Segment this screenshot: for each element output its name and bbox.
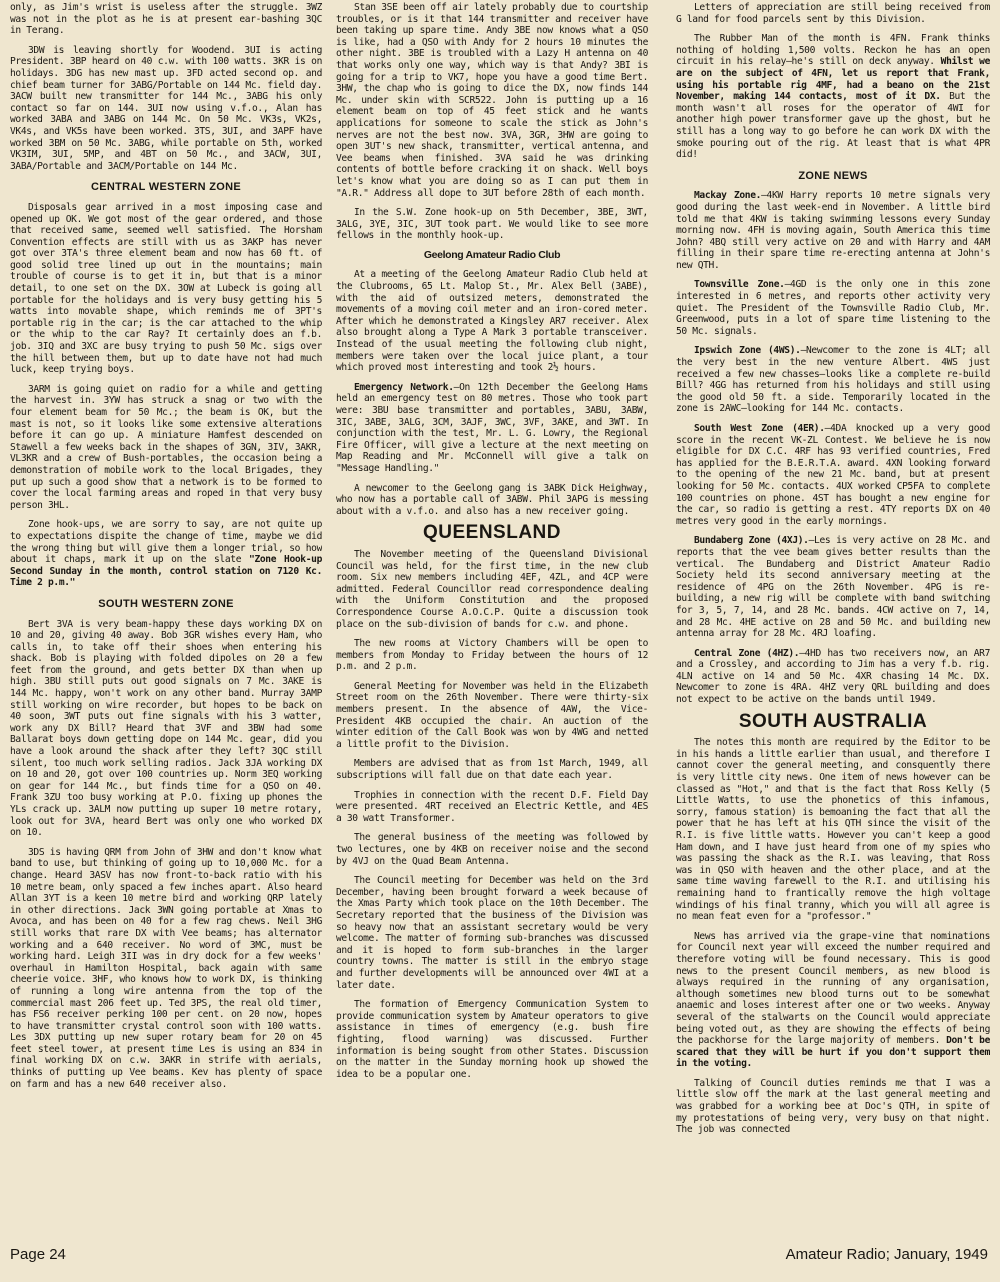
paragraph: At a meeting of the Geelong Amateur Radio Club held at the Clubrooms, 65 Lt. Malop St., Mr. Alex Bell (3ABE), with the aid of outsized meters, demonstrated the movements of a moving coil meter and an iron-cored meter. After which he demonstrated a Kingsley AR7 receiver. Alex also brought along a Type A Mark 3 portable transceiver. Instead of the usual meeting the following club night, members were taken over the local juice plant, a tour which proved most interesting and took 2½ hours. xyxy=(336,269,648,374)
section-heading-south-australia: SOUTH AUSTRALIA xyxy=(738,710,928,732)
paragraph: 3DS is having QRM from John of 3HW and don't know what band to use, but thinking of going up to 10,000 Mc. for a change. Heard 3ASV has now front-to-back ratio with his 10 metre beam, only spaced a few inches apart. Also heard Allan 3YT is a keen 10 metre bird and working QRP lately in other directions. Jack 3WN going portable at Xmas to Avoca, and has been on 40 for a few rag chews. Neil 3HG still works that rare DX with Vee beams; has alternator working and a 640 receiver. No word of 3MC, must be working hard. Leigh 3II was in dry dock for a few weeks' overhaul in Hamilton Hospital, back again with same cheerie voice. 3HF, who knows how to work DX, is thinking of running a long wire antenna from the top of the commercial mast 206 feet up. Ted 3PS, the real old timer, has FS6 receiver perking 100 per cent. on 20 now, hopes to have transmitter crystal control soon with 100 watts. Les 3DX putting up new super rotary beam for 20 on 45 feet steel tower, at present time Les is using an 834 in final working DX on c.w. 3AKR in strife with aerials, thinks of putting up Vee beams. Kev has plenty of space on farm and has a new 640 receiver also. xyxy=(10,846,322,1090)
text: —4GD is the only one in this zone interested in 6 metres, and reports other activity very quiet. The President of the Townsville Radio Club, Mr. Greenwood, puts in a lot of spare time listening to the 50 Mc. signals. xyxy=(676,279,990,337)
zone-paragraph xyxy=(676,190,990,271)
text: —Newcomer to the zone is 4LT; all the very best in the new venture Albert. 4WS just received a few new chasses—looks like a complete re-build Bill? 4GG has returned from his holidays and still using the good old 50 ft. a side. Temporarily located in the zone is 2AWC—looking for 144 Mc. contacts. xyxy=(676,345,990,415)
text: Zone hook-ups, we are sorry to say, are not quite up to expectations dispite the change of time, maybe we did the wrong thing but will give them a longer trial, so how about it chaps, mark it up on the slate xyxy=(10,519,322,566)
paragraph: The formation of Emergency Communication System to provide communication system by Amateur operators to give assistance in times of emergency (e.g. bush fire fighting, flood warning) was discussed. Further information is being sought from other States. Discussion on the matter in the Sunday morning hook up showed the idea to be a popular one. xyxy=(336,999,648,1080)
text: —4HD has two receivers now, an AR7 and a Crossley, and according to Jim has a very f.b. rig. 4LN active on 14 and 50 Mc. 4XR chasing 14 Mc. DX. Newcomer to zone is 4RA. 4HZ very QRL building and does not expect to be active on the bands until 1949. xyxy=(676,647,990,706)
paragraph: The Council meeting for December was held on the 3rd December, having been brought forward a week because of the Xmas Party which took place on the 10th December. The Secretary reported that the business of the Division was so heavy now that an assistant secretary would be very welcome. The matter of forming sub-branches was discussed and it is hoped to form sub-branches in the larger country towns. The matter is still in the embryo stage and further developments will be announced over 4WI at a later date. xyxy=(336,875,648,991)
text: The Rubber Man of the month is 4FN. Frank thinks nothing of holding 1,500 volts. Reckon he has an open circuit in his relay—he's still on deck anyway. xyxy=(676,33,990,68)
paragraph: Trophies in connection with the recent D.F. Field Day were presented. 4RT received an Electric Kettle, and 4ES a 30 watt Transformer. xyxy=(336,789,648,824)
text: —4DA knocked up a very good score in the recent VK-ZL Contest. We believe he is now eligible for DX C.C. 4RF has 93 verified countries, Fred has applied for the B.E.R.T.A. award. 4XN looking forward to the opening of the new 21 Mc. band, but at present looking for 50 Mc. contacts. 4UX worked CP5FA to complete 100 countries on phone. 4ST has bought a new engine for the car, so radio is getting a rest. 4TY reports DX on 40 metres very good in the early mornings. xyxy=(676,423,990,527)
paragraph: Talking of Council duties reminds me that I was a little slow off the mark at the last general meeting and was grabbed for a working bee at Doc's QTH, in spite of my protestations of being very, very busy on that night. The job was connected xyxy=(676,1077,990,1136)
bold-text: Don't be scared that they will be hurt if you don't support them in the voting. xyxy=(676,1035,990,1070)
section-heading-south-western-zone: SOUTH WESTERN ZONE xyxy=(98,597,234,610)
paragraph: The general business of the meeting was followed by two lectures, one by 4KB on receiver noise and the second by 4VJ on the Quad Beam Antenna. xyxy=(336,832,648,867)
zone-heading: Ipswich Zone (4WS). xyxy=(694,345,801,357)
zone-heading: Townsville Zone. xyxy=(694,279,785,291)
zone-paragraph xyxy=(676,423,990,527)
zone-paragraph xyxy=(676,535,990,639)
zone-heading: Bundaberg Zone (4XJ). xyxy=(694,535,809,547)
page-footer xyxy=(0,1246,1000,1276)
paragraph: only, as Jim's wrist is useless after the struggle. 3WZ was not in the plot as he is at present ear-bashing 3QC in Terang. xyxy=(10,2,322,37)
paragraph: 3ARM is going quiet on radio for a while and getting the harvest in. 3YW has struck a snag or two with the four element beam for 50 Mc.; the beam is OK, but the mast is not, so it looks like some extensive alterations before it can go up. A miniature Hamfest descended on Stawell a few weeks back in the shapes of 3GN, 3IV, 3AKR, VL3KR and a crew of Bush-portables, the occasion being a demonstration of mobile work to the local Brigades, they put up such a good show that a network is to be formed to cover the local farming areas and roped in that very busy person 3HL. xyxy=(10,383,322,511)
paragraph: In the S.W. Zone hook-up on 5th December, 3BE, 3WT, 3ALG, 3YE, 3IC, 3UT took part. We would like to see more fellows in the monthly hook-up. xyxy=(336,207,648,242)
section-heading-queensland: QUEENSLAND xyxy=(422,522,561,544)
text: —Les is very active on 28 Mc. and reports that the vee beam gives better results than the vertical. The Bundaberg and District Amateur Radio Society held its second anniversary meeting at the residence of 4PG on the 26th November. 4PG is re-building, a new rig will be complete with band switching for 3, 5, 7, 14, and 28 Mc. bands. 4CW active on 7, 14, and 28 Mc. 4HE active on 28 and 50 Mc. and building new antenna array for 28 Mc. 4RJ loafing. xyxy=(676,535,990,640)
paragraph-rubber-man xyxy=(676,33,990,161)
text: But the month wasn't all roses for the operator of 4WI for another high power transformer gave up the ghost, but he still has a long way to go before he can work DX with the smoke pouring out of the rig. At least that is what 4PR did! xyxy=(676,91,990,161)
paragraph: 3DW is leaving shortly for Woodend. 3UI is acting President. 3BP heard on 40 c.w. with 100 watts. 3KR is on holidays. 3DG has new mast up. 3FD acted second op. and chief beam turner for 3ABG/Portable on 144 Mc. field day. 3ACW built new transmitter for 144 Mc., 3ABG his only contact so far on 144. 3UI now using v.f.o., Alan has worked 3ABA and 3ABG on 144 Mc. On 50 Mc. VK3s, VK2s, VK4s, and VK5s have been worked. 3TS, 3UI, and 3APF have worked 3BM on 50 Mc. 3ABG, while portable on 5th, worked VK3IM, 3UI, 5MP, and 4BT on 50 Mc., and 3ACW, 3UI, 3ABA/Portable and 3ACM/Portable on 144 Mc. xyxy=(10,44,322,172)
hookup-notice: "Zone Hook-up Second Sunday in the month, control station on 7120 Kc. Time 2 p.m." xyxy=(10,554,322,589)
section-heading-zone-news: ZONE NEWS xyxy=(798,169,868,182)
text: —On 12th December the Geelong Hams held an emergency test on 80 metres. Those who took part were: 3BU base transmitter and portables, 3ABU, 3ABW, 3IC, 3ABE, 3ALG, 3CM, 3AJF, 3WC, 3VF, 3AKE, and 3WT. In conjunction with the test, Mr. L. G. Lowry, the Regional Fire Officer, will give a lecture at the next meeting on Map Reading and Mr. McConnell will give a talk on "Message Handling." xyxy=(336,381,648,474)
text: News has arrived via the grape-vine that nominations for Council next year will exceed the number required and therefore voting will be found necessary. This is good news to the present Council members, as new blood is always required in the running of any organisation, although sometimes new blood turns out to be somewhat anaemic and loses interest after one or two weeks. Anyway several of the stalwarts on the Council would appreciate being voted out, as they are showing the effects of being the packhorse for the large majority of members. xyxy=(676,930,990,1047)
paragraph: Bert 3VA is very beam-happy these days working DX on 10 and 20, giving 40 away. Bob 3GR wishes every Ham, who calls in, to take off their shoes when entering his shack. Bob is playing with folded dipoles on 20 a few feet from the ground, and gets better DX than when up high. 3BU still puts out good signals on 7 Mc. 3AKE is 144 Mc. happy, won't work on any other band. Murray 3AMP still working on wire recorder, but hopes to be back on 40 soon, 3WT puts out fine signals with his 3 watter, work any DX Bill? Heard that 3VF and 3BW had some Ballarat boys down getting dope on 144 Mc. gear, did you have a look around the shack after they left? 3QC still silent, too much work selling radios. Jack 3JA working DX on 10 and 20, got over 100 countries up. Norm 3EQ working on gear for 144 Mc., but finds time for a QSO on 40. Frank 3ZU too busy working at P.O. fixing up phones the YLs crack up. 3ALM now putting up super 10 metre rotary, look out for 3VA, heard Bert was only one who worked DX on 10. xyxy=(10,618,322,839)
paragraph-zone-hookup xyxy=(10,519,322,589)
zone-heading: South West Zone (4ER). xyxy=(694,423,825,434)
zone-paragraph xyxy=(676,648,990,706)
section-heading-central-western-zone: CENTRAL WESTERN ZONE xyxy=(90,181,242,194)
paragraph: Members are advised that as from 1st March, 1949, all subscriptions will fall due on that date each year. xyxy=(336,758,648,782)
column-left xyxy=(10,2,322,1242)
paragraph-council xyxy=(676,931,990,1070)
magazine-issue: Amateur Radio; January, 1949 xyxy=(785,1246,988,1263)
paragraph: Stan 3SE been off air lately probably due to courtship troubles, or is it that 144 transmitter and receiver have been taking up spare time. Andy 3BE now knows what a QSO is like, had a QSO with Andy for 2 hours 10 minutes the other night. 3BE is troubled with a Lazy H antenna on 40 that works only one way, which way is that Andy? 3BI is going for a trip to VK7, hope you have a good time Bert. 3HW, the chap who is going to dice the DX, now finds 144 Mc. under skin with SCR522. John is putting up a 16 element beam on top of 45 feet stick and he wants applications for someone to scale the stick as John's nerves are not the best now. 3VA, 3GR, 3HW are going to open 3UT's new shack, transmitter, vertical antenna, and Vee beams when finished. 3VA said he was drinking contents of bottle before cracking it on shack. Well boys let's know what you are doing so as I can put them in "A.R." Address all dope to 3UT before 28th of each month. xyxy=(336,2,648,199)
bold-text: Whilst we are on the subject of 4FN, let us report that Frank, using his portable rig 4MF, had a beano on the 21st November, making 144 contacts, most of it DX. xyxy=(676,56,990,103)
column-middle xyxy=(336,2,648,1242)
paragraph: A newcomer to the Geelong gang is 3ABK Dick Heighway, who now has a portable call of 3ABW. Phil 3APG is messing about with a v.f.o. and also has a new receiver going. xyxy=(336,482,648,517)
text: —4KW Harry reports 10 metre signals very good during the last week-end in November. A little bird told me that 4KW is taking swimming lessons every Sunday morning now. 4FH is moving again, South America this time John? 4BQ still very active on 20 and with Harry and 4AM filling in their spare time re-erecting antenna at John's new QTH. xyxy=(676,190,990,271)
paragraph: General Meeting for November was held in the Elizabeth Street room on the 26th November. There were thirty-six members present. In the absence of 4AW, the Vice-President 4KB occupied the chair. An auction of the winter edition of the Call Book was won by 4WG and netted a little profit to the Division. xyxy=(336,680,648,750)
section-heading-geelong-club: Geelong Amateur Radio Club xyxy=(423,248,561,261)
paragraph: Letters of appreciation are still being received from G land for food parcels sent by this Division. xyxy=(676,2,990,25)
page-number: Page 24 xyxy=(10,1246,66,1263)
paragraph: Disposals gear arrived in a most imposing case and opened up OK. We got most of the gear ordered, and those that received same, seemed well satisfied. The Horsham Convention effects are still with us as 3AKP has never got over 3TA's three element beam and now has 60 ft. of good solid tree lined up out in the mountains; main trouble of course is to get it in, but that is a minor detail, to one set on the DX. 3OW at Lubeck is going all portable for the holidays and is very busy getting his 5 watts into movable shape, which reminds me of 3PT's portable rig in the car; is the car attached to the whip or the whip to the car Ray? It certainly does an f.b. job. 3IQ and 3XC are busy trying to push 50 Mc. sigs over the hill between them, but up to date have not had much luck, keep trying boys. xyxy=(10,201,322,376)
zone-heading: Mackay Zone. xyxy=(694,190,762,202)
zone-heading: Central Zone (4HZ). xyxy=(694,647,800,659)
run-in-heading: Emergency Network. xyxy=(354,381,454,393)
paragraph: The new rooms at Victory Chambers will be open to members from Monday to Friday between the hours of 12 p.m. and 2 p.m. xyxy=(336,638,648,673)
zone-paragraph xyxy=(676,279,990,337)
zone-paragraph xyxy=(676,345,990,415)
paragraph: The notes this month are required by the Editor to be in his hands a little earlier than usual, and therefore I cannot cover the general meeting, and consquently there is very little city news. One item of news however can be classed as "Hot," and that is the fact that Ross Kelly (5 Little Watts, to use the phonetics of this infamous, sorry, famous station) is bemoaning the fact that all the power that he has left at his QTH since the visit of the R.I. is five little watts. However you can't keep a good Ham down, and I have just heard from one of my spies who was passing the shack as the R.I. was leaving, that Ross was in QSO with heaven and the other place, and at the same time waving farewell to the R.I. and utilising his remaining hand to frantically remove the high voltage windings of his final tranny, which you will all agree is no mean feat even for a "professor." xyxy=(676,737,990,923)
paragraph-emergency-network xyxy=(336,382,648,475)
paragraph: The November meeting of the Queensland Divisional Council was held, for the first time, in the new club room. Six new members including 4EF, 4ZL, and 4CP were admitted. Federal Councillor read correspondence dealing with the Uniform Constitution and the proposed Correspondence Course A.O.C.P. Quite a discussion took place on the sub-division of bands for c.w. and phone. xyxy=(336,548,648,630)
column-right xyxy=(676,2,990,1242)
